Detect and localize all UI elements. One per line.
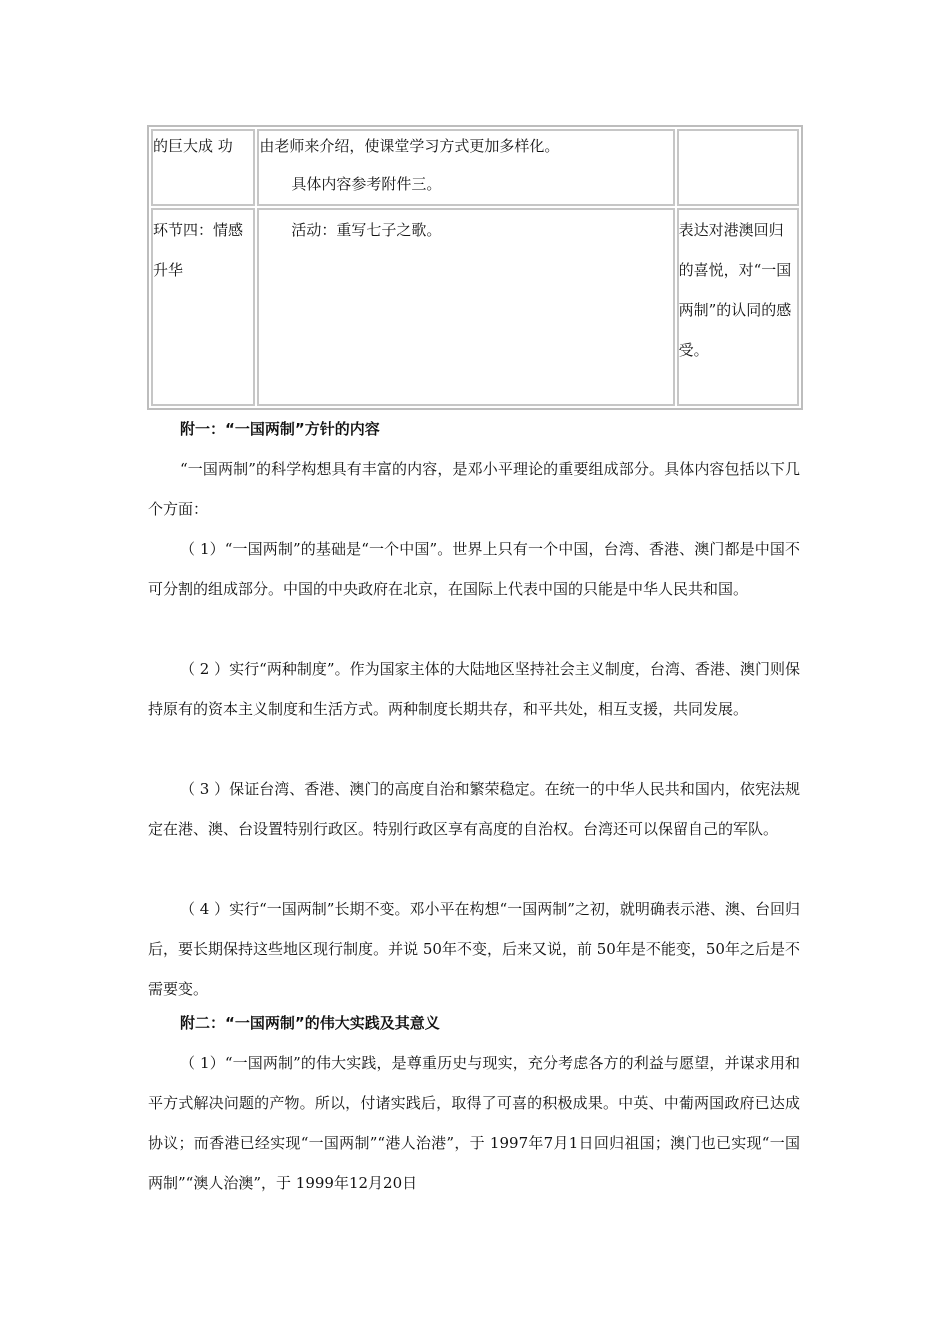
appendix2-item-1: （ 1）“一国两制”的伟大实践，是尊重历史与现实，充分考虑各方的利益与愿望，并谋求用和平方式解决问题的产物。所以，付诸实践后，取得了可喜的积极成果。中英、中葡两国政府已达成协议；而香港已经实现“一国两制”“港人治港”，于 1997年7月1日回归祖国；澳门也已实现“一国两制”“澳人治澳”，于 1999年12月20日 [148,1054,800,1192]
table-cell-purpose [677,129,799,206]
cell-text: 活动：重写七子之歌。 [291,221,442,239]
cell-text: 环节四：情感升华 [153,221,244,279]
table-cell-activity [257,129,674,206]
appendix1-intro: “一国两制”的科学构想具有丰富的内容，是邓小平理论的重要组成部分。具体内容包括以下几个方面： [148,460,800,518]
table-cell-stage [151,208,255,406]
table-cell-purpose [677,208,799,406]
cell-text: 表达对港澳回归的喜悦，对“一国两制”的认同的感受。 [678,221,792,359]
lesson-plan-table [147,125,803,410]
table-row [151,129,799,206]
cell-text: 具体内容参考附件三。 [291,175,442,193]
cell-text: 由老师来介绍，使课堂学习方式更加多样化。 [259,137,560,155]
table-cell-activity [257,208,674,406]
appendix1-item-2: （ 2 ）实行“两种制度”。作为国家主体的大陆地区坚持社会主义制度，台湾、香港、澳门则保持原有的资本主义制度和生活方式。两种制度长期共存，和平共处，相互支援，共同发展。 [148,660,800,718]
appendix1-item-1: （ 1）“一国两制”的基础是“一个中国”。世界上只有一个中国，台湾、香港、澳门都是中国不可分割的组成部分。中国的中央政府在北京，在国际上代表中国的只能是中华人民共和国。 [148,540,800,598]
appendix1-item-4: （ 4 ）实行“一国两制”长期不变。邓小平在构想“一国两制”之初，就明确表示港、澳、台回归后，要长期保持这些地区现行制度。并说 50年不变，后来又说，前 50年是不能变，50年之后是不需要变。 [148,900,800,998]
appendix1-item-3: （ 3 ）保证台湾、香港、澳门的高度自治和繁荣稳定。在统一的中华人民共和国内，依宪法规定在港、澳、台设置特别行政区。特别行政区享有高度的自治权。台湾还可以保留自己的军队。 [148,780,800,838]
table-row [151,208,799,406]
appendix1-heading: 附一：“一国两制”方针的内容 [180,420,380,438]
table-cell-stage [151,129,255,206]
cell-text: 的巨大成 功 [153,137,233,155]
appendix2-heading: 附二：“一国两制”的伟大实践及其意义 [180,1014,440,1032]
